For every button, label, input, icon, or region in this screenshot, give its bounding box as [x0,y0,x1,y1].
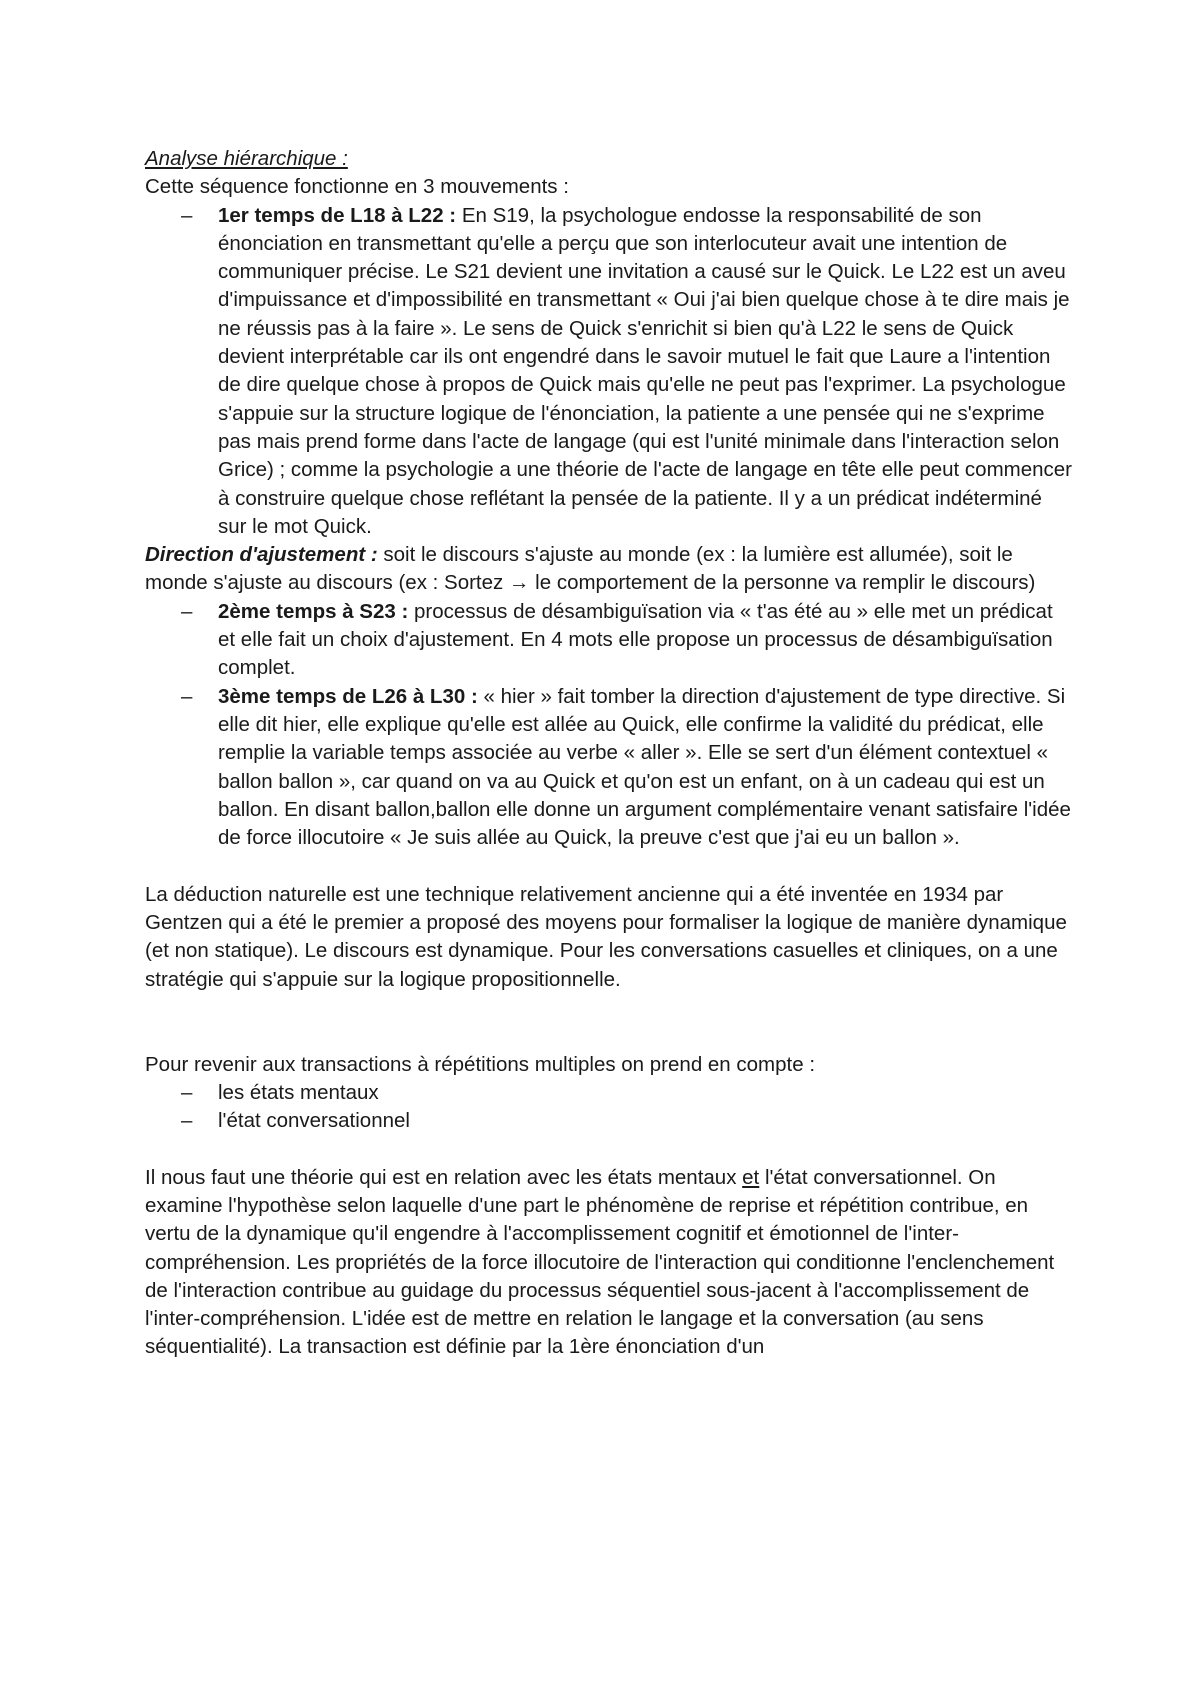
movements-list-first [145,202,1075,542]
dash-bullet: – [181,1109,193,1133]
list-item [181,598,1075,683]
list-item-label: 3ème temps de L26 à L30 : [218,684,478,708]
list-item-text: l'état conversationnel [218,1109,410,1133]
dash-bullet: – [181,1080,193,1104]
section-heading [145,145,1075,173]
final-text-end: l'état conversationnel. On examine l'hypothèse selon laquelle d'une part le phénomène de reprise et répétition contribue, en vertu de la dynamique qu'il engendre à l'accomplissement cognitif et émotionnel de l'inter-compréhension. Les propriétés de la force illocutoire de l'interaction qui conditionne l'enclenchement de l'interaction contribue au guidage du processus séquentiel sous-jacent à l'accomplissement de l'inter-compréhension. L'idée est de mettre en relation le langage et la conversation (au sens séquentialité). La transaction est définie par la 1ère énonciation d'un [145,1165,1055,1359]
blank-line [145,852,1075,880]
list-item [181,1107,1075,1135]
dash-bullet: – [181,599,193,623]
blank-line [145,1135,1075,1163]
list-item-label: 2ème temps à S23 : [218,599,409,623]
document-body [145,145,1075,1362]
list-item [181,683,1075,853]
list-item-text: « hier » fait tomber la direction d'ajustement de type directive. Si elle dit hier, elle explique qu'elle est allée au Quick, elle confirme la validité du prédicat, elle remplie la variable temps associée au verbe « aller ». Elle se sert d'un élément contextuel « ballon ballon », car quand on va au Quick et qu'on est un enfant, on à un cadeau qui est un ballon. En disant ballon,ballon elle donne un argument complémentaire venant satisfaire l'idée de force illocutoire « Je suis allée au Quick, la preuve c'est que j'ai eu un ballon ». [218,684,1071,850]
underlined-word: et [742,1165,760,1189]
list-item-text: processus de désambiguïsation via « t'as été au » elle met un prédicat et elle fait un choix d'ajustement. En 4 mots elle propose un processus de désambiguïsation complet. [218,599,1053,680]
dash-bullet: – [181,684,193,708]
blank-line [145,994,1075,1051]
heading-text: Analyse hiérarchique : [145,147,348,170]
deduction-paragraph: La déduction naturelle est une technique relativement ancienne qui a été inventée en 1934 par Gentzen qui a été le premier a proposé des moyens pour formaliser la logique de manière dynamique (et non statique). Le discours est dynamique. Pour les conversations casuelles et cliniques, on a une stratégie qui s'appuie sur la logique propositionnelle. [145,882,1067,991]
final-text-start: Il nous faut une théorie qui est en relation avec les états mentaux [145,1165,743,1189]
final-paragraph [145,1164,1075,1362]
direction-paragraph [145,541,1075,598]
list-item-text: les états mentaux [218,1080,379,1104]
movements-list-second [145,598,1075,853]
list-item-text: En S19, la psychologue endosse la responsabilité de son énonciation en transmettant qu'elle a perçu que son interlocuteur avait une intention de communiquer précise. Le S21 devient une invitation a causé sur le Quick. Le L22 est un aveu d'impuissance et d'impossibilité en transmettant « Oui j'ai bien quelque chose à te dire mais je ne réussis pas à la faire ». Le sens de Quick s'enrichit si bien qu'à L22 le sens de Quick devient interprétable car ils ont engendré dans le savoir mutuel le fait que Laure a l'intention de dire quelque chose à propos de Quick mais qu'elle ne peut pas l'exprimer. La psychologue s'appuie sur la structure logique de l'énonciation, la patiente a une pensée qui ne s'exprime pas mais prend forme dans l'acte de langage (qui est l'unité minimale dans l'interaction selon Grice) ; comme la psychologie a une théorie de l'acte de langage en tête elle peut commencer à construire quelque chose reflétant la pensée de la patiente. Il y a un prédicat indéterminé sur le mot Quick. [218,203,1073,538]
transactions-paragraph: Pour revenir aux transactions à répétitions multiples on prend en compte : [145,1052,816,1076]
list-item [181,202,1075,542]
direction-label: Direction d'ajustement : [145,543,378,567]
transactions-list [145,1079,1075,1136]
direction-text: soit le discours s'ajuste au monde (ex : la lumière est allumée), soit le monde s'ajuste au discours (ex : Sortez → le comportement de la personne va remplir le discours) [145,543,1036,595]
intro-paragraph: Cette séquence fonctionne en 3 mouvements : [145,175,569,199]
list-item [181,1079,1075,1107]
dash-bullet: – [181,203,193,227]
list-item-label: 1er temps de L18 à L22 : [218,203,457,227]
